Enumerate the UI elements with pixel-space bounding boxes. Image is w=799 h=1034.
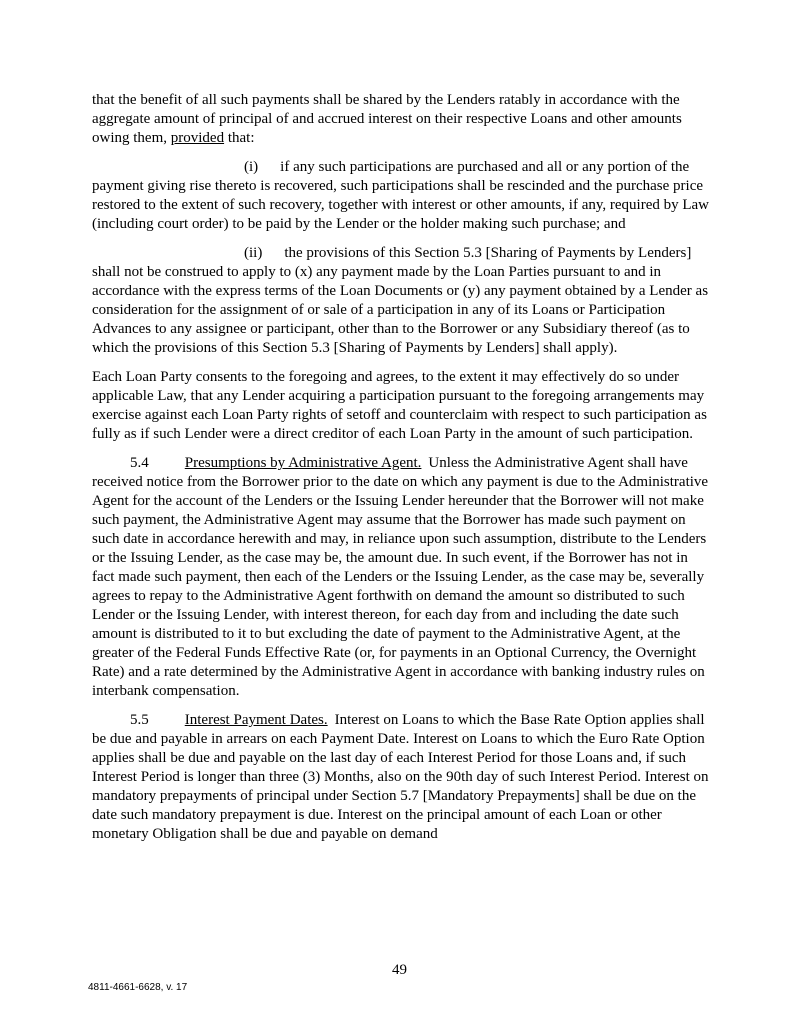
clause-i-text: if any such participations are purchased and all or any portion of the payment giving rise thereto is recovered, such participations shall be rescinded and the purchase price restored to the extent of such recovery, together with interest or other amounts, if any, required by Law (including court order) to be paid by the Lender or the holder making such purchase; and — [92, 159, 710, 232]
clause-i — [92, 158, 712, 234]
document-body — [92, 91, 712, 844]
section-5-5 — [92, 711, 712, 844]
section-5-4 — [92, 454, 712, 701]
clause-ii-label: (ii) — [244, 245, 263, 261]
clause-ii-text: the provisions of this Section 5.3 [Sharing of Payments by Lenders] shall not be construed to apply to (x) any payment made by the Loan Parties pursuant to and in accordance with the express terms of the Loan Documents or (y) any payment obtained by a Lender as consideration for the assignment of or sale of a participation in any of its Loans or Participation Advances to any assignee or participant, other than to the Borrower or any Subsidiary thereof (as to which the provisions of this Section 5.3 [Sharing of Payments by Lenders] shall apply). — [92, 245, 709, 356]
section-5-4-heading: Presumptions by Administrative Agent. — [184, 455, 422, 471]
intro-text-post: that: — [224, 130, 255, 146]
intro-text-pre: that the benefit of all such payments shall be shared by the Lenders ratably in accordance with the aggregate amount of principal of and accrued interest on their respective Loans and other amounts owing them, — [92, 92, 682, 146]
section-5-5-heading: Interest Payment Dates. — [184, 712, 328, 728]
page-number: 49 — [392, 962, 407, 978]
clause-i-label: (i) — [244, 159, 259, 175]
section-5-5-body: Interest on Loans to which the Base Rate Option applies shall be due and payable in arrears on each Payment Date. Interest on Loans to which the Euro Rate Option applies shall be due and payable on the last day of each Interest Period for those Loans and, if such Interest Period is longer than three (3) Months, also on the 90th day of such Interest Period. Interest on mandatory prepayments of principal under Section 5.7 [Mandatory Prepayments] shall be due on the date such mandatory prepayment is due. Interest on the principal amount of each Loan or other monetary Obligation shall be due and payable on demand — [92, 712, 709, 842]
paragraph-consent: Each Loan Party consents to the foregoing and agrees, to the extent it may effectively do so under applicable Law, that any Lender acquiring a participation pursuant to the foregoing arrangements may exercise against each Loan Party rights of setoff and counterclaim with respect to such participation as fully as if such Lender were a direct creditor of each Loan Party in the amount of such participation. — [92, 369, 707, 442]
intro-text-underlined: provided — [170, 130, 225, 146]
clause-ii — [92, 244, 712, 358]
section-5-4-body: Unless the Administrative Agent shall have received notice from the Borrower prior to the date on which any payment is due to the Administrative Agent for the account of the Lenders or the Issuing Lender hereunder that the Borrower will not make such payment, the Administrative Agent may assume that the Borrower has made such payment on such date in accordance herewith and may, in reliance upon such assumption, distribute to the Lenders or the Issuing Lender, as the case may be, the amount due. In such event, if the Borrower has not in fact made such payment, then each of the Lenders or the Issuing Lender, as the case may be, severally agrees to repay to the Administrative Agent forthwith on demand the amount so distributed to such Lender or the Issuing Lender, with interest thereon, for each day from and including the date such amount is distributed to it to but excluding the date of payment to the Administrative Agent, at the greater of the Federal Funds Effective Rate (or, for payments in an Optional Currency, the Overnight Rate) and a rate determined by the Administrative Agent in accordance with banking industry rules on interbank compensation. — [92, 455, 709, 699]
document-id-footer: 4811-4661-6628, v. 17 — [88, 982, 188, 993]
paragraph-intro-continuation — [92, 91, 712, 148]
section-5-5-number: 5.5 — [130, 712, 149, 728]
section-5-4-number: 5.4 — [130, 455, 149, 471]
